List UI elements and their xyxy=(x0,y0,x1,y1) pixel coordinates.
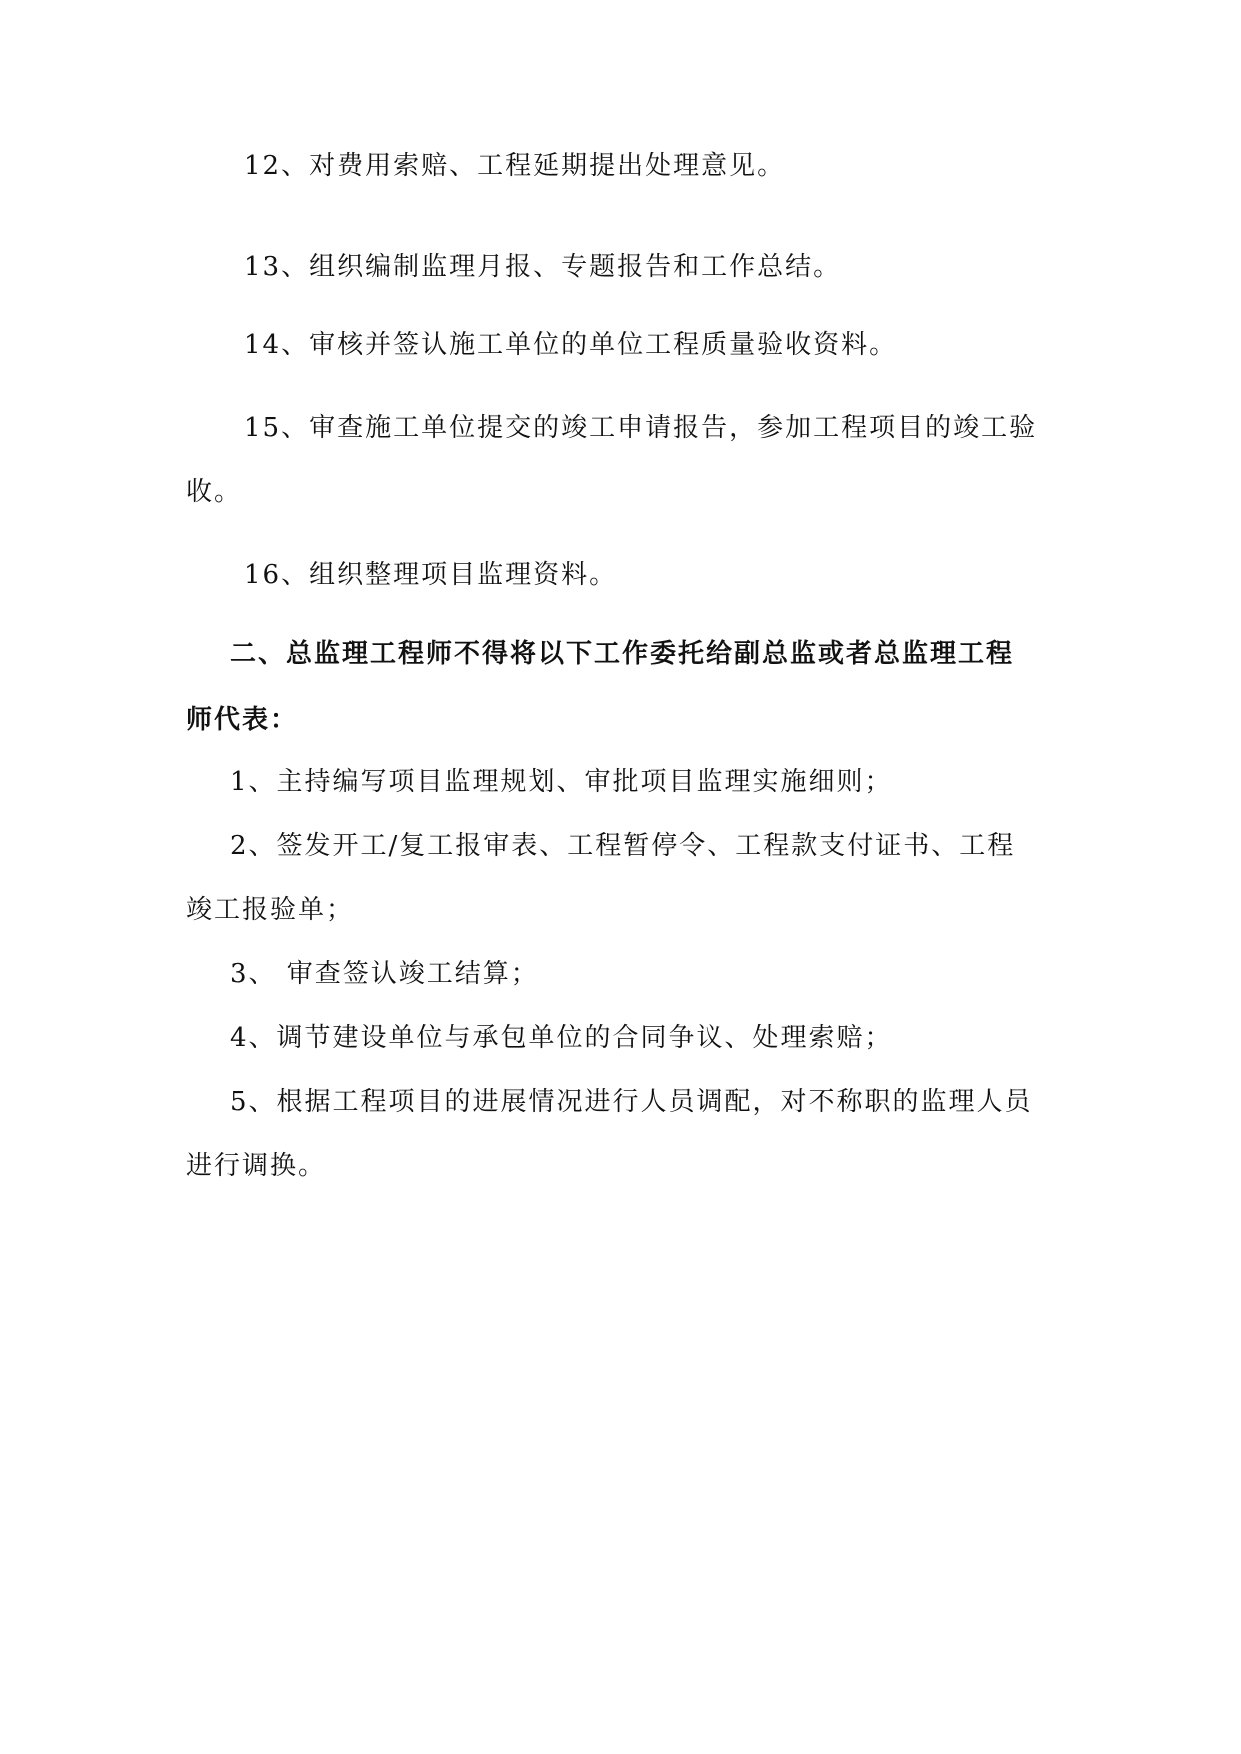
restricted-item-1: 1、主持编写项目监理规划、审批项目监理实施细则； xyxy=(230,767,893,797)
list-item-16: 16、组织整理项目监理资料。 xyxy=(244,560,618,590)
restricted-item-2-continuation: 竣工报验单； xyxy=(186,895,355,925)
restricted-item-3: 3、 审查签认竣工结算； xyxy=(230,959,539,989)
section-heading: 二、总监理工程师不得将以下工作委托给副总监或者总监理工程 xyxy=(230,639,1015,669)
list-item-14: 14、审核并签认施工单位的单位工程质量验收资料。 xyxy=(244,330,898,360)
restricted-item-4: 4、调节建设单位与承包单位的合同争议、处理索赔； xyxy=(230,1023,893,1053)
restricted-item-2: 2、签发开工/复工报审表、工程暂停令、工程款支付证书、工程 xyxy=(230,831,1016,861)
list-item-15-continuation: 收。 xyxy=(186,477,243,507)
restricted-item-5: 5、根据工程项目的进展情况进行人员调配，对不称职的监理人员 xyxy=(230,1087,1033,1117)
list-item-12: 12、对费用索赔、工程延期提出处理意见。 xyxy=(244,151,786,181)
section-heading-continuation: 师代表： xyxy=(186,705,299,735)
list-item-13: 13、组织编制监理月报、专题报告和工作总结。 xyxy=(244,252,842,282)
list-item-15: 15、审查施工单位提交的竣工申请报告，参加工程项目的竣工验 xyxy=(244,413,1038,443)
restricted-item-5-continuation: 进行调换。 xyxy=(186,1151,327,1181)
